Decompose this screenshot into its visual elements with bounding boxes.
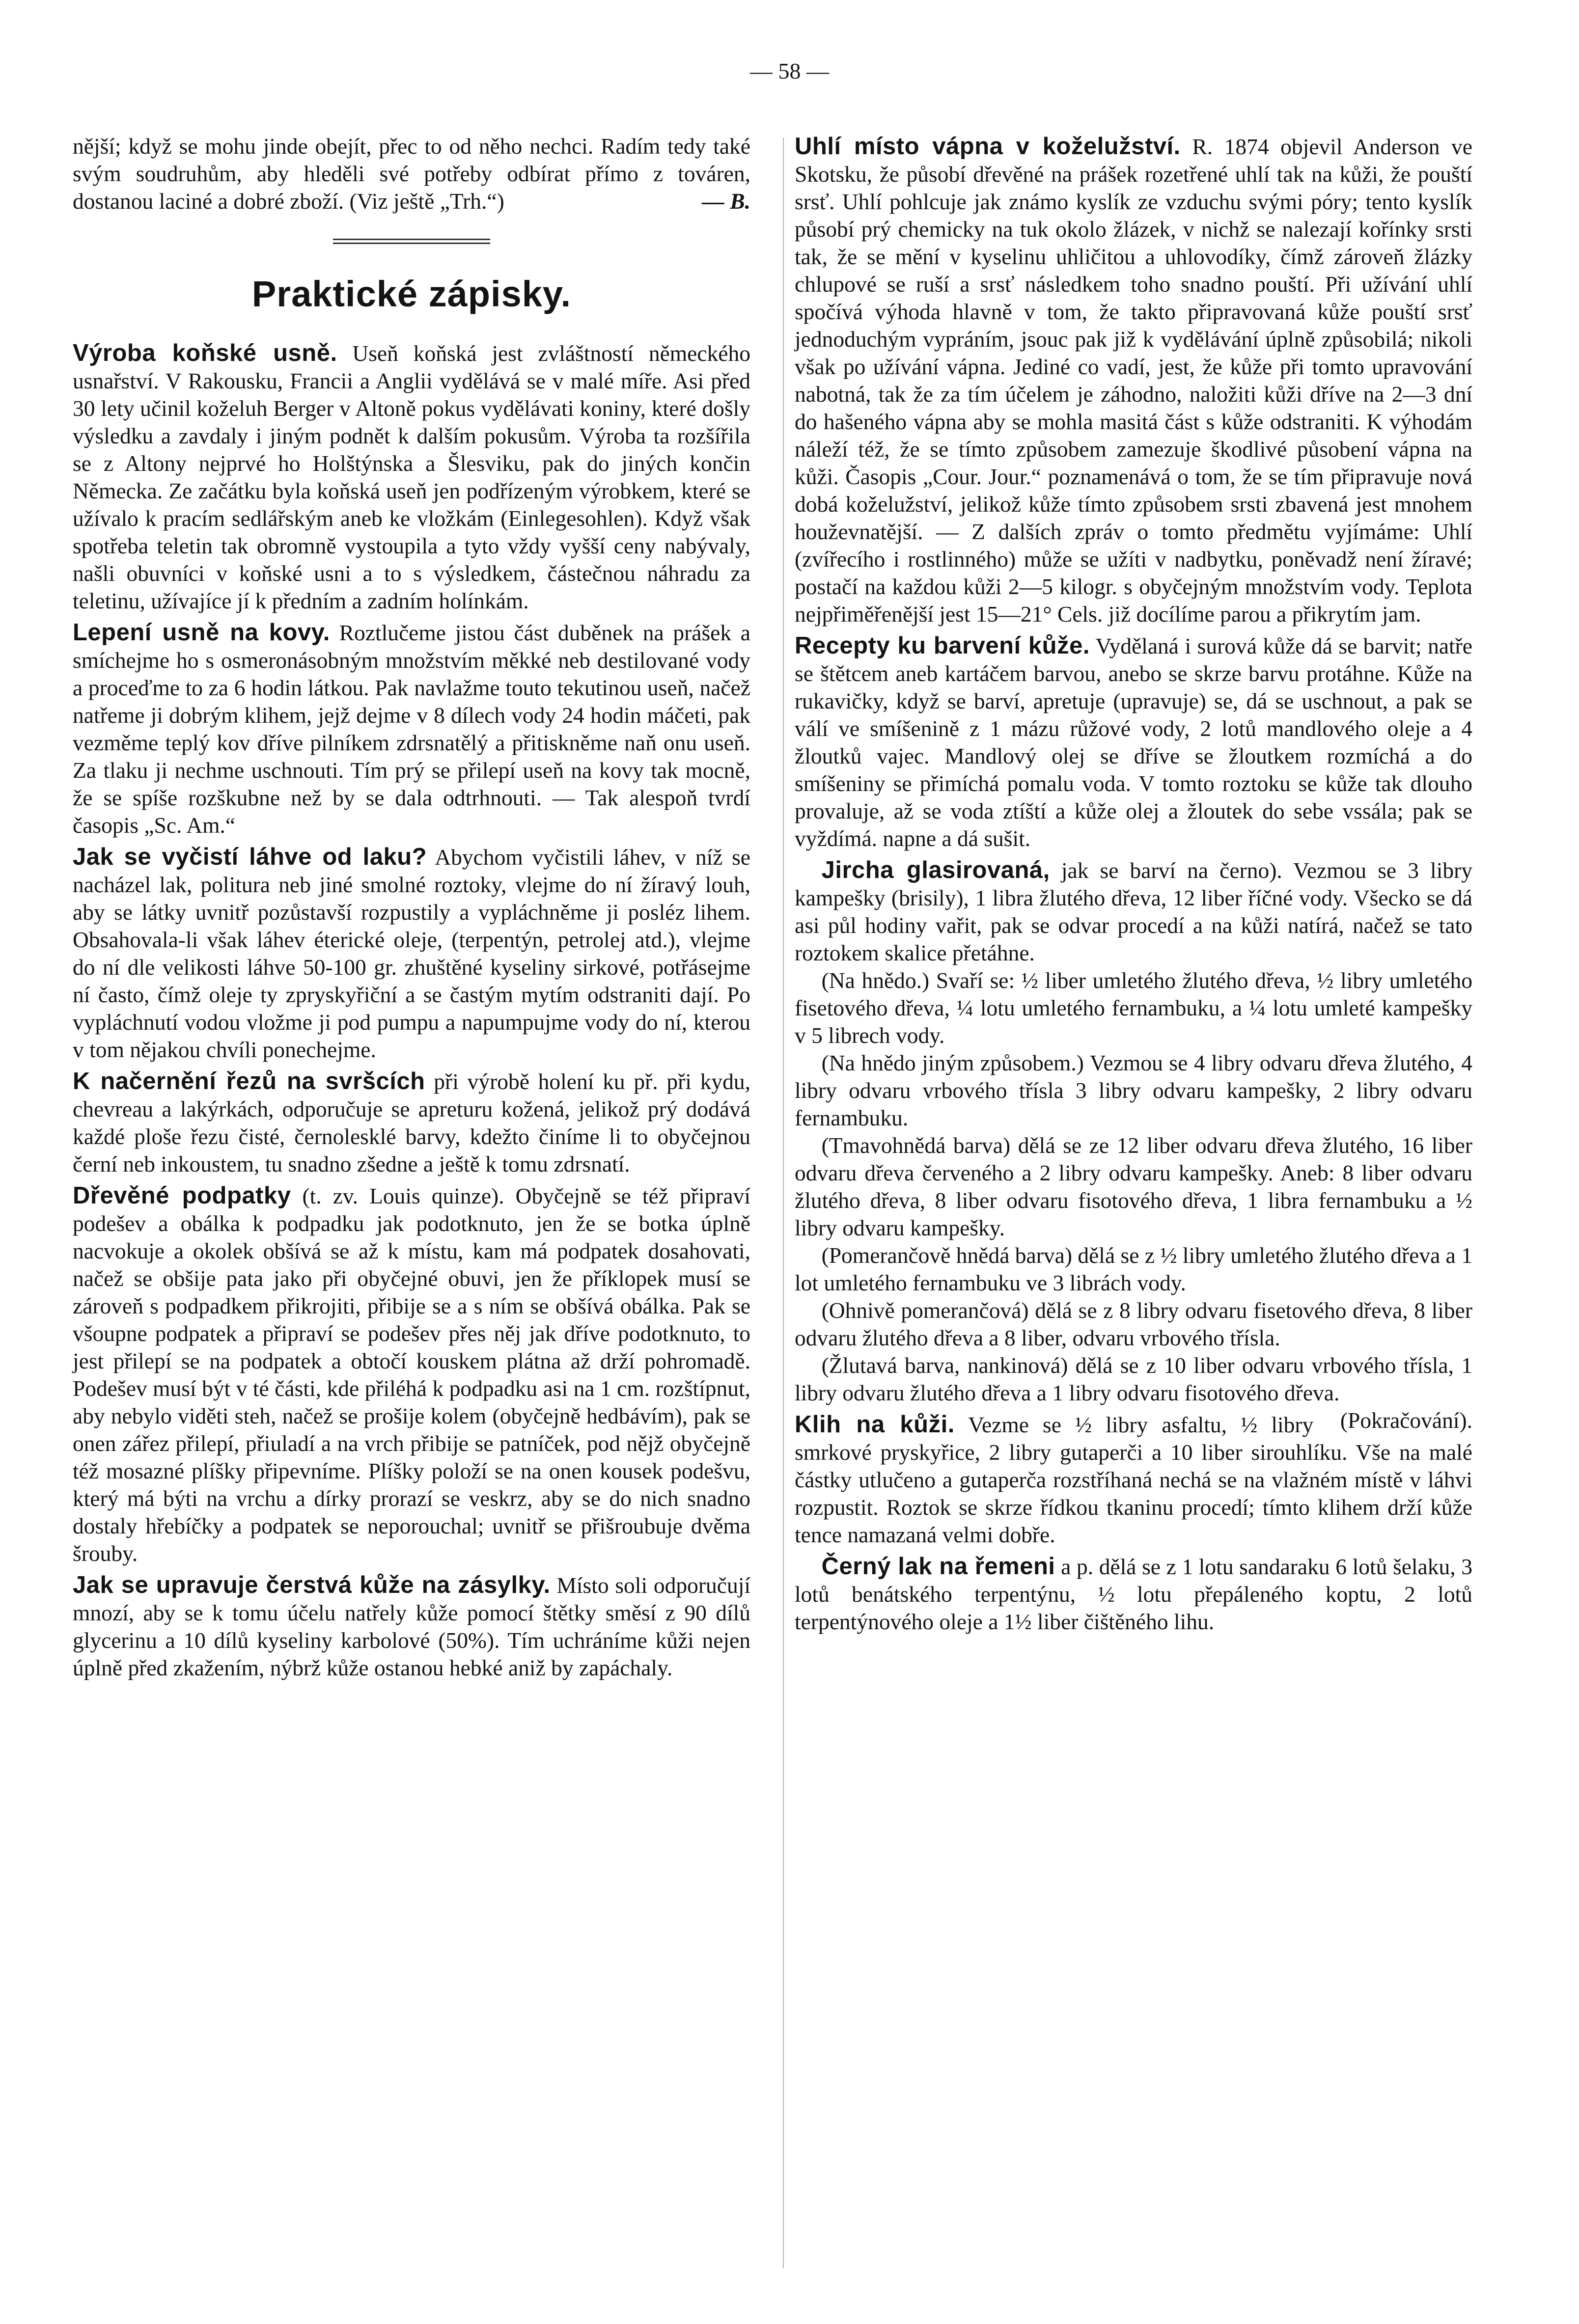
article-text: při výrobě holení ku př. při kydu, chevreau a lakýrkách, odporučuje se apreturu kožená, jelikož prý dodává každé ploše řezu čisté, černolesklé barvy, kdežto činíme li to obyčejnou černí neb inkoustem, tu snadno zšedne a ještě k tomu zdrsnatí. [73, 1069, 750, 1176]
article-heading: Dřevěné podpatky [73, 1182, 291, 1209]
article-text: Roztlučeme jistou část duběnek na prášek a smíchejme ho s osmeronásobným množstvím měkké neb destilované vody a proceďme to za 6 hodin látkou. Pak navlažme touto tekutinou useň, načež natřeme ji dobrým klihem, jejž dejme v 8 dílech vody 24 hodin máčeti, pak vezměme teplý kov dříve pilníkem zdrsnatělý a přitiskněme naň onu useň. Za tlaku ji nechme uschnouti. Tím prý se přilepí useň na kovy tak mocně, že se spíše rozškubne než by se dala odtrhnouti. — Tak alespoň tvrdí časopis „Sc. Am.“ [73, 620, 751, 838]
article-lepeni-usne [73, 619, 750, 839]
article-cerstva-kuze [73, 1571, 750, 1682]
recipe-na-hnedo-jinym: (Na hnědo jiným způsobem.) Vezmou se 4 libry odvaru dřeva žlutého, 4 libry odvaru vrbového třísla 3 libry odvaru kampešky, 2 libry odvaru fernambuku. [795, 1050, 1472, 1130]
article-text: Místo soli odporučují mnozí, aby se k tomu účelu natřely kůže pomocí štětky směsí z 90 dílů glycerinu a 10 dílů kyseliny karbolové (50%). Tím uchráníme kůži nejen úplně před zkažením, nýbrž kůže ostanou hebké aniž by zapáchaly. [73, 1573, 750, 1680]
left-column [73, 133, 750, 1682]
right-column [795, 133, 1472, 1636]
article-text: Abychom vyčistili láhev, v níž se nacházel lak, politura neb jiné smolné roztoky, vlejme do ní žíravý louh, aby se látky uvnitř pozůstavší rozpustily a vypláchněme ji posléz lihem. Obsahovala-li však láhev éterické oleje, (terpentýn, petrolej atd.), vlejme do ní dle velikosti láhve 50-100 gr. zhuštěné kyseliny sirkové, potřásejme ní často, čímž oleje ty zpryskyřiční a se častým mytím odstraniti dají. Po vypláchnutí vodou vložme ji pod pumpu a napumpujme vody do ní, kterou v tom nějakou chvíli ponechejme. [73, 845, 750, 1062]
article-drevene-podpatky [73, 1182, 750, 1567]
page-number: — 58 — [750, 58, 829, 83]
article-heading: Uhlí místo vápna v koželužství. [795, 133, 1181, 160]
article-text: R. 1874 objevil Anderson ve Skotsku, že působí dřevěné na prášek rozetřené uhlí tak na kůži, že pouští srsť. Uhlí pohlcuje jak známo kyslík ze vzduchu svými póry; tento kyslík působí prý chemicky na tuk okolo žlázek, v nichž se nalezají kořínky srsti tak, že se mění v kyselinu uhličitou a uhlovodíky, čímž zároveň žlázky chlupové se ruší a srsť následkem toho snadno pouští. Při užívání uhlí spočívá výhoda hlavně v tom, že takto připravovaná kůže pouští srsť jednoduchým vypráním, jsouc pak již k vydělávání úplně způsobilá; nikoli však po užívání vápna. Jediné co vadí, jest, že kůže při tomto upravování nabotná, tak že za tím účelem je záhodno, naložiti kůži dříve na 2—3 dní do hašeného vápna aby se mohla masitá část s kůže odstraniti. K výhodám náleží též, že se tímto způsobem zamezuje škodlivé působení vápna na kůži. Časopis „Cour. Jour.“ poznamenává o tom, že se tím připravuje nová dobá koželužství, jelikož kůže tímto způsobem srsti zbavená jest mnohem houževnatější. — Z dalších zpráv o tomto předmětu vyjímáme: Uhlí (zvířecího i rostlinného) může se užíti v nadbytku, poněvadž není žíravé; postačí na každou kůži 2—5 kilogr. s obyčejným množstvím vody. Teplota nejpřiměřenější jest 15—21° Cels. již docílíme parou a přikrytím jam. [795, 134, 1472, 627]
article-heading: Jak se upravuje čerstvá kůže na zásylky. [73, 1572, 551, 1598]
article-text: (t. zv. Louis quinze). Obyčejně se též připraví podešev a obálka k podpadku jak podotknuto, jen že se botka úplně nacvokuje a okolek obšívá se až k místu, kam má podpatek dosahovati, načež se obšije pata jako při obyčejné obuvi, jen že příklopek musí se zároveň s podpadkem přikrojiti, přibije se a s ním se obšívá obálka. Pak se všoupne podpatek a připraví se podešev přes něj jak dříve podotknuto, to jest přilepí se na podpatek a obtočí kouskem plátna až drží pohromadě. Podešev musí být v té části, kde přiléhá k podpadku asi na 1 cm. rozštípnut, aby nebylo viděti steh, načež se prošije kolem (obyčejně hedbávím), pak se onen zářez přilepí, přiuladí a na vrch přibije se patníček, pod nějž obyčejně též mosazné plíšky připevníme. Plíšky položí se na onen kousek podešvu, který má býti na vrchu a dírky prorazí se veskrz, aby se do nich snadno dostaly hřebíčky a podpatek se neporouchal; uvnitř se přišroubuje dvěma šrouby. [73, 1183, 750, 1566]
continuation-note: (Pokračování). [1340, 1408, 1472, 1433]
divider-line [333, 239, 490, 240]
article-heading: Výroba koňské usně. [73, 340, 337, 366]
intro-text: nější; když se mohu jinde obejít, přec to od něho nechci. Radím tedy také svým soudruhům, aby hleděli své potřeby odbírat přímo z továren, dostanou laciné a dobré zboží. (Viz ještě „Trh.“) [73, 134, 750, 214]
article-recepty-barveni [795, 632, 1472, 852]
recipe-ohnive-pomerancova: (Ohnivě pomerančová) dělá se z 8 libry odvaru fisetového dřeva, 8 liber odvaru žlutého dřeva a 8 liber, odvaru vrbového třísla. [795, 1298, 1472, 1350]
column-separator [783, 137, 784, 2269]
article-heading: Recepty ku barvení kůže. [795, 632, 1090, 659]
article-text: Useň koňská jest zvláštností německého usnařství. V Rakousku, Francii a Anglii vydělává se v malé míře. Asi před 30 lety učinil koželuh Berger v Altoně pokus vydělávati koniny, které došly výsledku a zavdaly i jiným podnět k dalším pokusům. Výroba ta rozšířila se z Altony nejprvé ho Holštýnska a Šlesviku, pak do jiných končin Německa. Ze začátku byla koňská useň jen podřízeným výrobkem, které se užívalo k pracím sedlářským aneb ke vložkám (Einlegesohlen). Když však spotřeba teletin tak obromně vystoupila a tyto vždy vyšší ceny nabývaly, našli obuvníci v koňské usni a to s výsledkem, částečnou náhradu za teletinu, užívajíce jí k předním a zadním holínkám. [73, 341, 750, 613]
article-uhli-misto-vapna [795, 133, 1472, 628]
article-jircha [795, 856, 1472, 967]
double-rule-divider [333, 239, 490, 244]
article-text: Vydělaná i surová kůže dá se barvit; natře se štětcem aneb kartáčem barvou, anebo se skrze barvu protáhne. Kůže na rukavičky, když se barví, apretuje (upravuje) se, dá se uschnout, a pak se válí ve smíšenině z 1 mázu růžové vody, 2 lotů mandlového oleje a 4 žloutků vajec. Mandlový olej se dříve se žloutkem rozmíchá a do smíšeniny se přimíchá pomalu voda. V tomto roztoku se kůže tak dlouho provaluje, až se voda ztíští a kůže olej a žloutek do sebe vssála; pak se vyždímá. napne a dá sušit. [795, 633, 1473, 851]
article-naberneni-rezu [73, 1067, 750, 1178]
recipe-tmavohneda: (Tmavohnědá barva) dělá se ze 12 liber odvaru dřeva žlutého, 16 liber odvaru dřeva červeného a 2 libry odvaru kampešky. Aneb: 8 liber odvaru žlutého dřeva, 8 liber odvaru fisotového dřeva, 1 libra fernambuku a ½ libry odvaru kampešky. [795, 1133, 1472, 1240]
article-text: jak se barví na černo). Vezmou se 3 libry kampešky (brisily), 1 libra žlutého dřeva, 12 liber říčné vody. Všecko se dá asi půl hodiny vařit, pak se odvar procedí a na kůži natírá, načež se tato roztokem skalice přetáhne. [795, 858, 1472, 965]
article-heading: Černý lak na řemeni [821, 1553, 1055, 1580]
article-heading: Jak se vyčistí láhve od laku? [73, 844, 427, 870]
intro-paragraph [73, 133, 750, 215]
article-heading: K načernění řezů na svršcích [73, 1068, 425, 1094]
article-heading: Lepení usně na kovy. [73, 619, 330, 646]
divider-line [333, 243, 490, 244]
article-cisteni-lahvi [73, 843, 750, 1064]
article-cerny-lak [795, 1553, 1472, 1636]
article-heading: Jircha glasirovaná, [821, 857, 1050, 883]
article-text: a p. dělá se z 1 lotu sandaraku 6 lotů šelaku, 3 lotů benátského terpentýnu, ½ lotu přepáleného koptu, 2 lotů terpentýnového oleje a 1½ liber čištěného lihu. [795, 1554, 1472, 1634]
section-title: Praktické zápisky. [251, 273, 572, 314]
article-heading: Klih na kůži. [795, 1411, 955, 1438]
recipe-na-hnedo: (Na hnědo.) Svaří se: ½ liber umletého žlutého dřeva, ½ libry umletého fisetového dřeva, ¼ lotu umletého fernambuku, a ¼ lotu umleté kampešky v 5 librech vody. [795, 968, 1472, 1048]
recipe-text: (Žlutavá barva, nankinová) dělá se z 10 liber odvaru vrbového třísla, 1 libry odvaru žlutého dřeva a 1 libry odvaru fisotového dřeva. [795, 1353, 1472, 1405]
intro-signature: — B. [702, 189, 750, 214]
recipe-pomerancove-hneda: (Pomerančově hnědá barva) dělá se z ½ libry umletého žlutého dřeva a 1 lot umletého fernambuku ve 3 librách vody. [795, 1243, 1472, 1295]
article-vyroba-konske-usne [73, 339, 750, 615]
article-text: Vezme se ½ libry asfaltu, ½ libry smrkové pryskyřice, 2 libry gutaperči a 10 liber sirouhlíku. Vše na malé částky utlučeno a gutaperča rozstříhaná nechá se na vlažném místě v láhvi rozpustit. Roztok se skrze řídkou tkaninu procedí; tímto klihem drží kůže tence namazaná velmi dobře. [795, 1412, 1472, 1547]
